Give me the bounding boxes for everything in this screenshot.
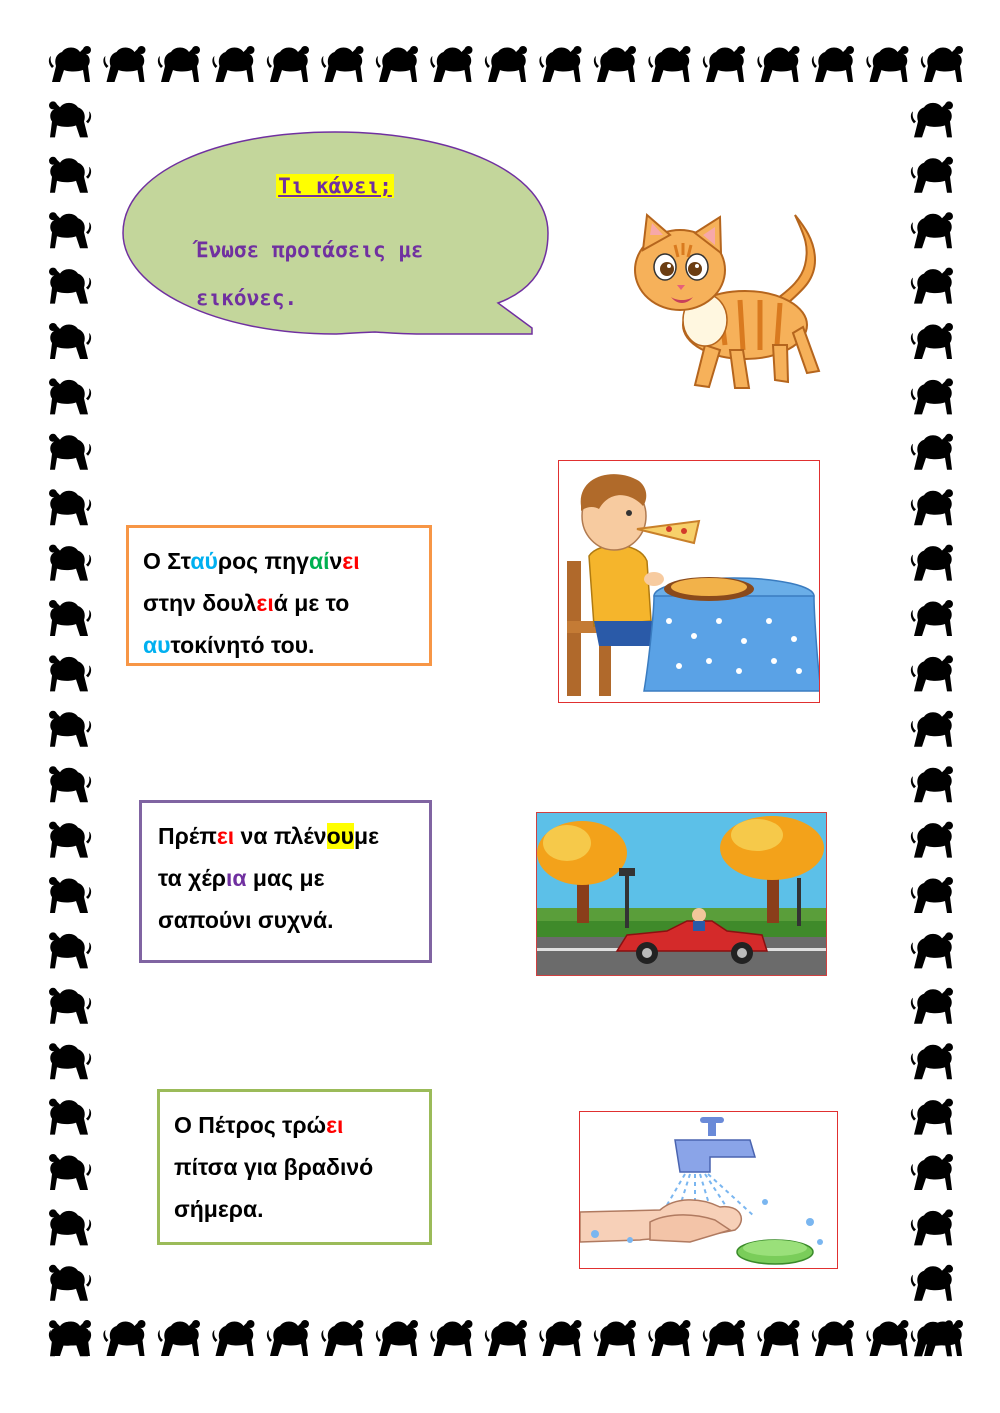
sentence-line <box>143 624 415 666</box>
cat-silhouette-icon <box>911 932 953 968</box>
sentence-box-petros[interactable] <box>157 1089 432 1245</box>
sentence-segment: σήμερα. <box>174 1196 264 1222</box>
cat-silhouette-icon <box>376 46 418 82</box>
cat-silhouette-icon <box>911 655 953 691</box>
cat-silhouette-icon <box>49 1099 91 1135</box>
sentence-line <box>158 857 415 899</box>
cat-silhouette-icon <box>49 988 91 1024</box>
cat-silhouette-icon <box>267 1320 309 1356</box>
cat-silhouette-icon <box>49 766 91 802</box>
cat-silhouette-icon <box>103 46 145 82</box>
instruction-line-2: εικόνες. <box>196 286 298 310</box>
sentence-segment: σαπούνι συχνά. <box>158 907 334 933</box>
sentence-segment: στην δουλ <box>143 590 257 616</box>
cat-silhouette-icon <box>757 46 799 82</box>
cat-silhouette-icon <box>703 1320 745 1356</box>
cat-silhouette-icon <box>49 1320 91 1356</box>
cat-silhouette-icon <box>911 268 953 304</box>
cat-silhouette-icon <box>430 46 472 82</box>
cat-silhouette-icon <box>49 101 91 137</box>
cat-silhouette-icon <box>49 157 91 193</box>
cat-silhouette-icon <box>812 1320 854 1356</box>
sentence-segment: ου <box>326 823 355 849</box>
cat-silhouette-icon <box>911 1265 953 1301</box>
cat-silhouette-icon <box>757 1320 799 1356</box>
cat-silhouette-icon <box>911 489 953 525</box>
cat-silhouette-icon <box>49 378 91 414</box>
cat-silhouette-icon <box>158 46 200 82</box>
sentence-line <box>174 1146 415 1188</box>
cat-silhouette-icon <box>49 1154 91 1190</box>
cat-silhouette-icon <box>866 46 908 82</box>
sentence-segment: τοκίνητό του. <box>170 632 315 658</box>
cat-silhouette-icon <box>911 1209 953 1245</box>
cat-silhouette-icon <box>812 46 854 82</box>
sentence-segment: ει <box>326 1112 344 1138</box>
red-car-illustration <box>537 813 827 976</box>
sentence-segment: Ο Στ <box>143 548 191 574</box>
cat-silhouette-icon <box>911 545 953 581</box>
cat-silhouette-icon <box>49 932 91 968</box>
cat-silhouette-icon <box>321 46 363 82</box>
sentence-segment: Πρέπ <box>158 823 217 849</box>
cat-silhouette-icon <box>539 1320 581 1356</box>
cat-silhouette-icon <box>49 822 91 858</box>
picture-man-driving-red-car[interactable] <box>536 812 827 976</box>
bubble-title: Τι κάνει; <box>278 174 392 198</box>
cat-silhouette-icon <box>49 46 91 82</box>
cat-silhouette-icon <box>103 1320 145 1356</box>
handwashing-illustration <box>580 1112 838 1269</box>
cat-silhouette-icon <box>49 489 91 525</box>
picture-hands-washing-under-tap[interactable] <box>579 1111 838 1269</box>
cat-silhouette-icon <box>911 877 953 913</box>
cat-silhouette-icon <box>158 1320 200 1356</box>
sentence-segment: με <box>354 823 380 849</box>
sentence-line <box>158 815 415 857</box>
cat-silhouette-icon <box>49 1043 91 1079</box>
instruction-line-1: Ένωσε προτάσεις με <box>196 238 424 262</box>
sentence-segment: ν <box>329 548 343 574</box>
sentence-segment: ει <box>256 590 274 616</box>
cat-silhouette-icon <box>866 1320 908 1356</box>
sentence-segment: τα χέρ <box>158 865 227 891</box>
cat-silhouette-icon <box>594 1320 636 1356</box>
cat-silhouette-icon <box>911 378 953 414</box>
cat-silhouette-icon <box>376 1320 418 1356</box>
cat-silhouette-icon <box>911 157 953 193</box>
sentence-segment: αυ <box>143 632 171 658</box>
cat-silhouette-icon <box>539 46 581 82</box>
cat-silhouette-icon <box>485 1320 527 1356</box>
sentence-segment: αί <box>308 548 330 574</box>
sentence-segment: ια <box>226 865 247 891</box>
sentence-segment: ρος πηγ <box>217 548 309 574</box>
cat-silhouette-icon <box>49 323 91 359</box>
cat-silhouette-icon <box>49 212 91 248</box>
cat-silhouette-icon <box>485 46 527 82</box>
sentence-line <box>158 899 415 941</box>
sentence-segment: ά με το <box>273 590 350 616</box>
cat-silhouette-icon <box>911 600 953 636</box>
cat-silhouette-icon <box>648 1320 690 1356</box>
cat-silhouette-icon <box>911 212 953 248</box>
picture-boy-eating-pizza[interactable] <box>558 460 820 703</box>
boy-pizza-illustration <box>559 461 820 703</box>
sentence-segment: να πλέν <box>234 823 327 849</box>
cat-silhouette-icon <box>911 323 953 359</box>
sentence-line <box>143 582 415 624</box>
sentence-segment: πίτσα για βραδινό <box>174 1154 374 1180</box>
sentence-line <box>174 1188 415 1230</box>
cat-silhouette-icon <box>49 1320 91 1356</box>
cat-silhouette-icon <box>49 1265 91 1301</box>
instruction-speech-bubble <box>120 128 550 338</box>
cat-silhouette-icon <box>49 545 91 581</box>
cat-silhouette-icon <box>49 268 91 304</box>
cat-silhouette-icon <box>49 1209 91 1245</box>
cat-silhouette-icon <box>212 1320 254 1356</box>
cat-silhouette-icon <box>911 434 953 470</box>
sentence-box-stavros[interactable] <box>126 525 432 666</box>
cat-silhouette-icon <box>594 46 636 82</box>
cat-silhouette-icon <box>648 46 690 82</box>
cat-silhouette-icon <box>911 1154 953 1190</box>
sentence-segment: Ο Πέτρος τρώ <box>174 1112 327 1138</box>
cat-silhouette-icon <box>49 600 91 636</box>
cat-silhouette-icon <box>267 46 309 82</box>
cat-silhouette-icon <box>911 1320 953 1356</box>
cat-silhouette-icon <box>703 46 745 82</box>
cat-silhouette-icon <box>49 655 91 691</box>
cat-silhouette-icon <box>911 711 953 747</box>
cat-silhouette-icon <box>911 766 953 802</box>
cat-silhouette-icon <box>911 988 953 1024</box>
sentence-segment: ει <box>342 548 360 574</box>
cat-silhouette-icon <box>921 46 963 82</box>
cat-silhouette-icon <box>911 101 953 137</box>
cat-silhouette-icon <box>212 46 254 82</box>
sentence-segment: ει <box>216 823 235 849</box>
cat-silhouette-icon <box>911 1099 953 1135</box>
cat-silhouette-icon <box>49 711 91 747</box>
sentence-line <box>143 540 415 582</box>
sentence-segment: αύ <box>190 548 218 574</box>
cat-silhouette-icon <box>321 1320 363 1356</box>
cat-silhouette-icon <box>49 877 91 913</box>
cat-silhouette-icon <box>49 434 91 470</box>
cat-silhouette-icon <box>921 1320 963 1356</box>
cat-silhouette-icon <box>911 1043 953 1079</box>
sentence-box-handwashing[interactable] <box>139 800 432 963</box>
cat-silhouette-icon <box>430 1320 472 1356</box>
cat-silhouette-icon <box>911 822 953 858</box>
sentence-segment: μας με <box>246 865 325 891</box>
bubble-instruction <box>196 226 496 322</box>
orange-cat-illustration <box>625 205 840 395</box>
sentence-line <box>174 1104 415 1146</box>
